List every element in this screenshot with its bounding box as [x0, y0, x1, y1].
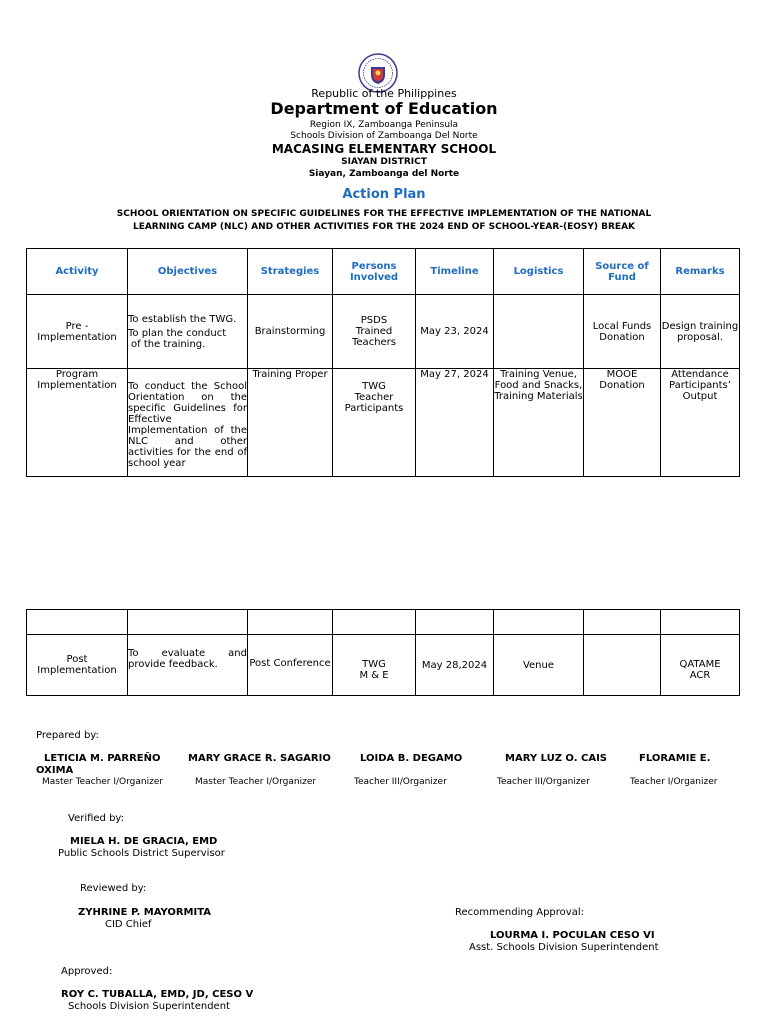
row1-persons-1: PSDS: [360, 315, 388, 326]
row2-logistics: Training Venue, Food and Snacks, Training Materials: [494, 369, 584, 477]
school-name: MACASING ELEMENTARY SCHOOL: [271, 142, 497, 156]
row3-persons-1: TWG: [362, 659, 386, 670]
approver-name: ROY C. TUBALLA, EMD, JD, CESO V: [61, 989, 254, 1000]
preparer-5-name-overflow: OXIMA: [36, 765, 74, 776]
verifier-role: Public Schools District Supervisor: [58, 848, 225, 859]
department-title: Department of Education: [270, 99, 498, 118]
row2-fund: [584, 369, 661, 477]
preparer-3-name: LOIDA B. DEGAMO: [360, 753, 463, 764]
row3-remarks-2: ACR: [689, 670, 711, 681]
header-fund-label: Source of Fund: [595, 260, 649, 283]
header-remarks: Remarks: [661, 249, 740, 295]
header-persons-involved: [333, 249, 416, 295]
row2-remarks-1: Attendance: [671, 369, 729, 380]
row2-persons-2: Teacher: [354, 392, 394, 403]
row1-persons-2: Trained: [355, 326, 393, 337]
row1-remarks-1: Design training: [661, 320, 739, 332]
row1-remarks: [661, 295, 740, 369]
row2-fund-1: MOOE: [606, 369, 638, 380]
row1-objective-1: To establish the TWG.: [128, 313, 237, 325]
recommender-name: LOURMA I. POCULAN CESO VI: [490, 930, 655, 941]
district-text: SIAYAN DISTRICT: [341, 157, 427, 167]
preparer-4-role: Teacher III/Organizer: [497, 777, 590, 787]
header-activity: Activity: [27, 249, 128, 295]
document-title: Action Plan: [342, 187, 426, 202]
row2-activity-text: Program Implementation: [37, 369, 117, 391]
preparer-5-role: Teacher I/Organizer: [630, 777, 718, 787]
row1-fund-2: Donation: [599, 331, 645, 343]
row3-strategies: Post Conference: [248, 635, 333, 696]
row3-timeline: May 28,2024: [416, 635, 494, 696]
table-row: [27, 369, 740, 477]
recommending-approval-label: Recommending Approval:: [455, 907, 584, 918]
subtitle-line-1: SCHOOL ORIENTATION ON SPECIFIC GUIDELINES FOR THE EFFECTIVE IMPLEMENTATION OF THE NATIONAL: [116, 209, 652, 219]
preparer-5-name: FLORAMIE E.: [639, 753, 711, 764]
preparer-2-role: Master Teacher I/Organizer: [195, 777, 317, 787]
row1-fund: [584, 295, 661, 369]
preparer-1-role: Master Teacher I/Organizer: [42, 777, 164, 787]
header-persons-label: Persons Involved: [349, 260, 399, 283]
reviewer-name: ZYHRINE P. MAYORMITA: [78, 907, 212, 918]
row2-timeline: May 27, 2024: [416, 369, 494, 477]
row3-objectives-text: To evaluate and provide feedback.: [128, 648, 247, 670]
row3-remarks: [661, 635, 740, 696]
row3-objectives: [128, 635, 248, 696]
row2-strategies: Training Proper: [248, 369, 333, 477]
row2-persons-1: TWG: [362, 381, 386, 392]
table-row: [27, 635, 740, 696]
row3-persons: [333, 635, 416, 696]
row2-persons: [333, 369, 416, 477]
division-text: Schools Division of Zamboanga Del Norte: [290, 131, 478, 141]
reviewed-by-label: Reviewed by:: [80, 883, 147, 894]
approved-label: Approved:: [61, 966, 113, 977]
address-text: Siayan, Zamboanga del Norte: [308, 169, 460, 179]
row1-objective-3: of the training.: [131, 338, 206, 350]
row1-objectives: [128, 295, 248, 369]
action-plan-table: [26, 248, 740, 477]
table-header-row: [27, 249, 740, 295]
preparer-1-name: LETICIA M. PARREÑO: [44, 753, 161, 764]
verified-by-label: Verified by:: [68, 813, 124, 824]
row3-logistics: Venue: [494, 635, 584, 696]
row2-remarks-2: Participants’: [669, 380, 731, 391]
reviewer-role: CID Chief: [105, 919, 152, 930]
row3-activity-text: Post Implementation: [37, 654, 117, 676]
row1-remarks-2: proposal.: [676, 331, 724, 343]
row3-remarks-1: QATAME: [679, 659, 721, 670]
row3-fund: [584, 635, 661, 696]
header-source-of-fund: [584, 249, 661, 295]
row1-fund-1: Local Funds: [592, 320, 652, 332]
row2-objectives-text: To conduct the School Orientation on the specific Guidelines for Effective Implementation of the NLC and other activities for the end of school year: [128, 381, 247, 469]
row1-logistics: [494, 295, 584, 369]
row1-strategies: Brainstorming: [248, 295, 333, 369]
verifier-name: MIELA H. DE GRACIA, EMD: [70, 836, 218, 847]
row3-persons-2: M & E: [359, 670, 389, 681]
republic-text: Republic of the Philippines: [311, 87, 457, 100]
row2-persons-3: Participants: [344, 403, 404, 414]
row2-objectives: [128, 369, 248, 477]
action-plan-table-continued: [26, 609, 740, 696]
row2-activity: [27, 369, 128, 477]
recommender-role: Asst. Schools Division Superintendent: [469, 942, 659, 953]
row2-remarks: [661, 369, 740, 477]
header-timeline: Timeline: [416, 249, 494, 295]
row3-activity: [27, 635, 128, 696]
row1-activity: [27, 295, 128, 369]
row2-fund-2: Donation: [599, 380, 645, 391]
row2-remarks-3: Output: [682, 391, 718, 402]
subtitle-line-2: LEARNING CAMP (NLC) AND OTHER ACTIVITIES FOR THE 2024 END OF SCHOOL-YEAR-(EOSY) BREAK: [132, 222, 636, 232]
region-text: Region IX, Zamboanga Peninsula: [309, 120, 459, 130]
row1-activity-text: Pre - Implementation: [37, 320, 117, 343]
approver-role: Schools Division Superintendent: [68, 1001, 230, 1012]
row1-persons: [333, 295, 416, 369]
row1-objective-2: To plan the conduct: [128, 327, 227, 339]
header-strategies: Strategies: [248, 249, 333, 295]
preparer-2-name: MARY GRACE R. SAGARIO: [188, 753, 331, 764]
row1-persons-3: Teachers: [352, 337, 396, 348]
preparer-3-role: Teacher III/Organizer: [354, 777, 447, 787]
header-objectives: Objectives: [128, 249, 248, 295]
header-logistics: Logistics: [494, 249, 584, 295]
preparer-4-name: MARY LUZ O. CAIS: [505, 753, 607, 764]
table-row: [27, 295, 740, 369]
row1-timeline: May 23, 2024: [416, 295, 494, 369]
prepared-by-label: Prepared by:: [36, 730, 99, 741]
empty-row: [27, 610, 740, 635]
